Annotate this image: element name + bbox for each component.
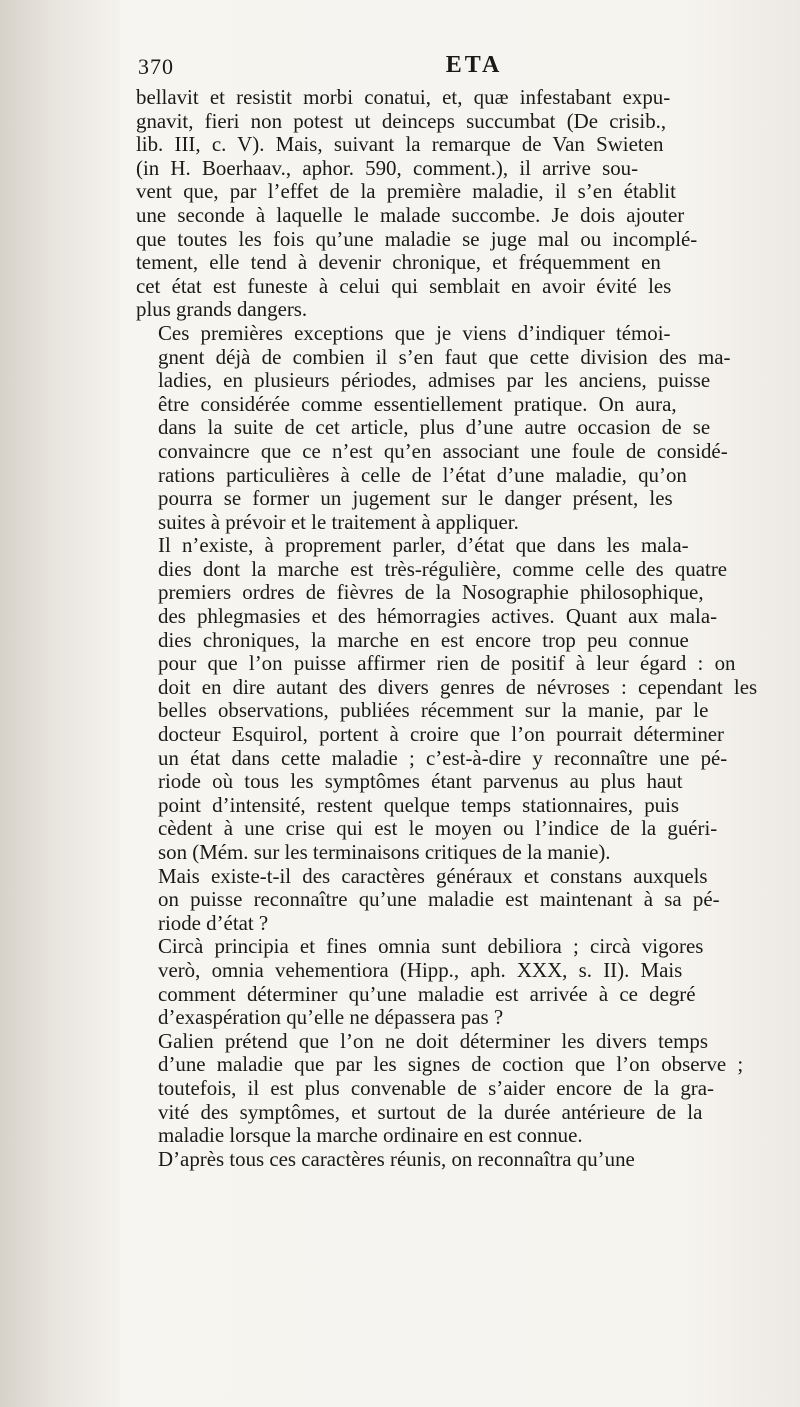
text-line: Mais existe-t-il des caractères généraux et constans auxquels	[158, 864, 708, 888]
text-line: cet état est funeste à celui qui semblait en avoir évité les	[136, 274, 672, 298]
text-line: dies dont la marche est très-régulière, comme celle des quatre	[158, 557, 728, 581]
text-line: point d’intensité, restent quelque temps stationnaires, puis	[158, 793, 680, 817]
text-line: maladie lorsque la marche ordinaire en est connue.	[158, 1124, 583, 1148]
running-head: ETA	[445, 52, 503, 78]
text-line: toutefois, il est plus convenable de s’aider encore de la gra-	[158, 1076, 714, 1100]
text-line: doit en dire autant des divers genres de névroses : cependant les	[158, 675, 758, 699]
text-line: Ces premières exceptions que je viens d’indiquer témoi-	[158, 321, 671, 345]
text-line: une seconde à laquelle le malade succombe. Je dois ajouter	[136, 203, 685, 227]
text-line: cèdent à une crise qui est le moyen ou l’indice de la guéri-	[158, 817, 718, 841]
text-line: pour que l’on puisse affirmer rien de positif à leur égard : on	[158, 652, 736, 676]
text-line: son (Mém. sur les terminaisons critiques de la manie).	[158, 841, 611, 864]
text-line: vent que, par l’effet de la première maladie, il s’en établit	[136, 180, 676, 204]
text-line: Il n’existe, à proprement parler, d’état que dans les mala-	[158, 534, 689, 558]
paragraph	[136, 1148, 786, 1172]
text-line: gnent déjà de combien il s’en faut que cette division des ma-	[158, 345, 731, 369]
text-line: suites à prévoir et le traitement à appliquer.	[158, 510, 519, 534]
paragraph	[136, 1030, 786, 1148]
text-line: docteur Esquirol, portent à croire que l’on pourrait déterminer	[158, 723, 725, 747]
text-line: verò, omnia vehementiora (Hipp., aph. XXX, s. II). Mais	[158, 958, 683, 982]
text-line: tement, elle tend à devenir chronique, et fréquemment en	[136, 251, 661, 275]
text-line: D’après tous ces caractères réunis, on reconnaîtra qu’une	[158, 1147, 635, 1171]
text-line: dies chroniques, la marche en est encore trop peu connue	[158, 628, 689, 652]
text-line: vité des symptômes, et surtout de la durée antérieure de la	[158, 1100, 703, 1124]
text-line: belles observations, publiées récemment sur la manie, par le	[158, 699, 709, 723]
paragraph	[136, 322, 786, 534]
text-line: on puisse reconnaître qu’une maladie est maintenant à sa pé-	[158, 888, 720, 912]
text-line: d’une maladie que par les signes de coction que l’on observe ;	[158, 1053, 744, 1077]
text-line: d’exaspération qu’elle ne dépassera pas ?	[158, 1006, 504, 1030]
page-gutter-shadow	[0, 0, 120, 1407]
body-text	[136, 86, 786, 1171]
text-line: plus grands dangers.	[136, 298, 308, 322]
paragraph	[136, 935, 786, 1029]
text-line: gnavit, fieri non potest ut deinceps succumbat (De crisib.,	[136, 109, 667, 133]
text-line: un état dans cette maladie ; c’est-à-dire y reconnaître une pé-	[158, 746, 728, 770]
text-line: que toutes les fois qu’une maladie se juge mal ou incomplé-	[136, 227, 698, 251]
text-line: dans la suite de cet article, plus d’une autre occasion de se	[158, 416, 711, 440]
text-line: riode d’état ?	[158, 911, 269, 935]
paragraph	[136, 865, 786, 936]
text-line: riode où tous les symptômes étant parvenus au plus haut	[158, 770, 683, 794]
page-header	[136, 50, 786, 80]
text-line: lib. III, c. V). Mais, suivant la remarque de Van Swieten	[136, 133, 664, 157]
page-number: 370	[138, 54, 174, 79]
paragraph	[136, 86, 786, 322]
text-line: bellavit et resistit morbi conatui, et, quæ infestabant expu-	[136, 86, 671, 109]
text-line: pourra se former un jugement sur le danger présent, les	[158, 487, 673, 511]
text-line: rations particulières à celle de l’état d’une maladie, qu’on	[158, 463, 687, 487]
paragraph	[136, 534, 786, 864]
text-line: Circà principia et fines omnia sunt debiliora ; circà vigores	[158, 935, 704, 959]
text-line: (in H. Boerhaav., aphor. 590, comment.), il arrive sou-	[136, 156, 639, 180]
text-line: Galien prétend que l’on ne doit déterminer les divers temps	[158, 1029, 708, 1053]
text-line: des phlegmasies et des hémorragies actives. Quant aux mala-	[158, 605, 718, 629]
text-line: convaincre que ce n’est qu’en associant une foule de considé-	[158, 439, 728, 463]
text-line: comment déterminer qu’une maladie est arrivée à ce degré	[158, 982, 696, 1006]
text-line: être considérée comme essentiellement pratique. On aura,	[158, 392, 677, 416]
text-line: premiers ordres de fièvres de la Nosographie philosophique,	[158, 581, 704, 605]
text-line: ladies, en plusieurs périodes, admises par les anciens, puisse	[158, 369, 711, 393]
